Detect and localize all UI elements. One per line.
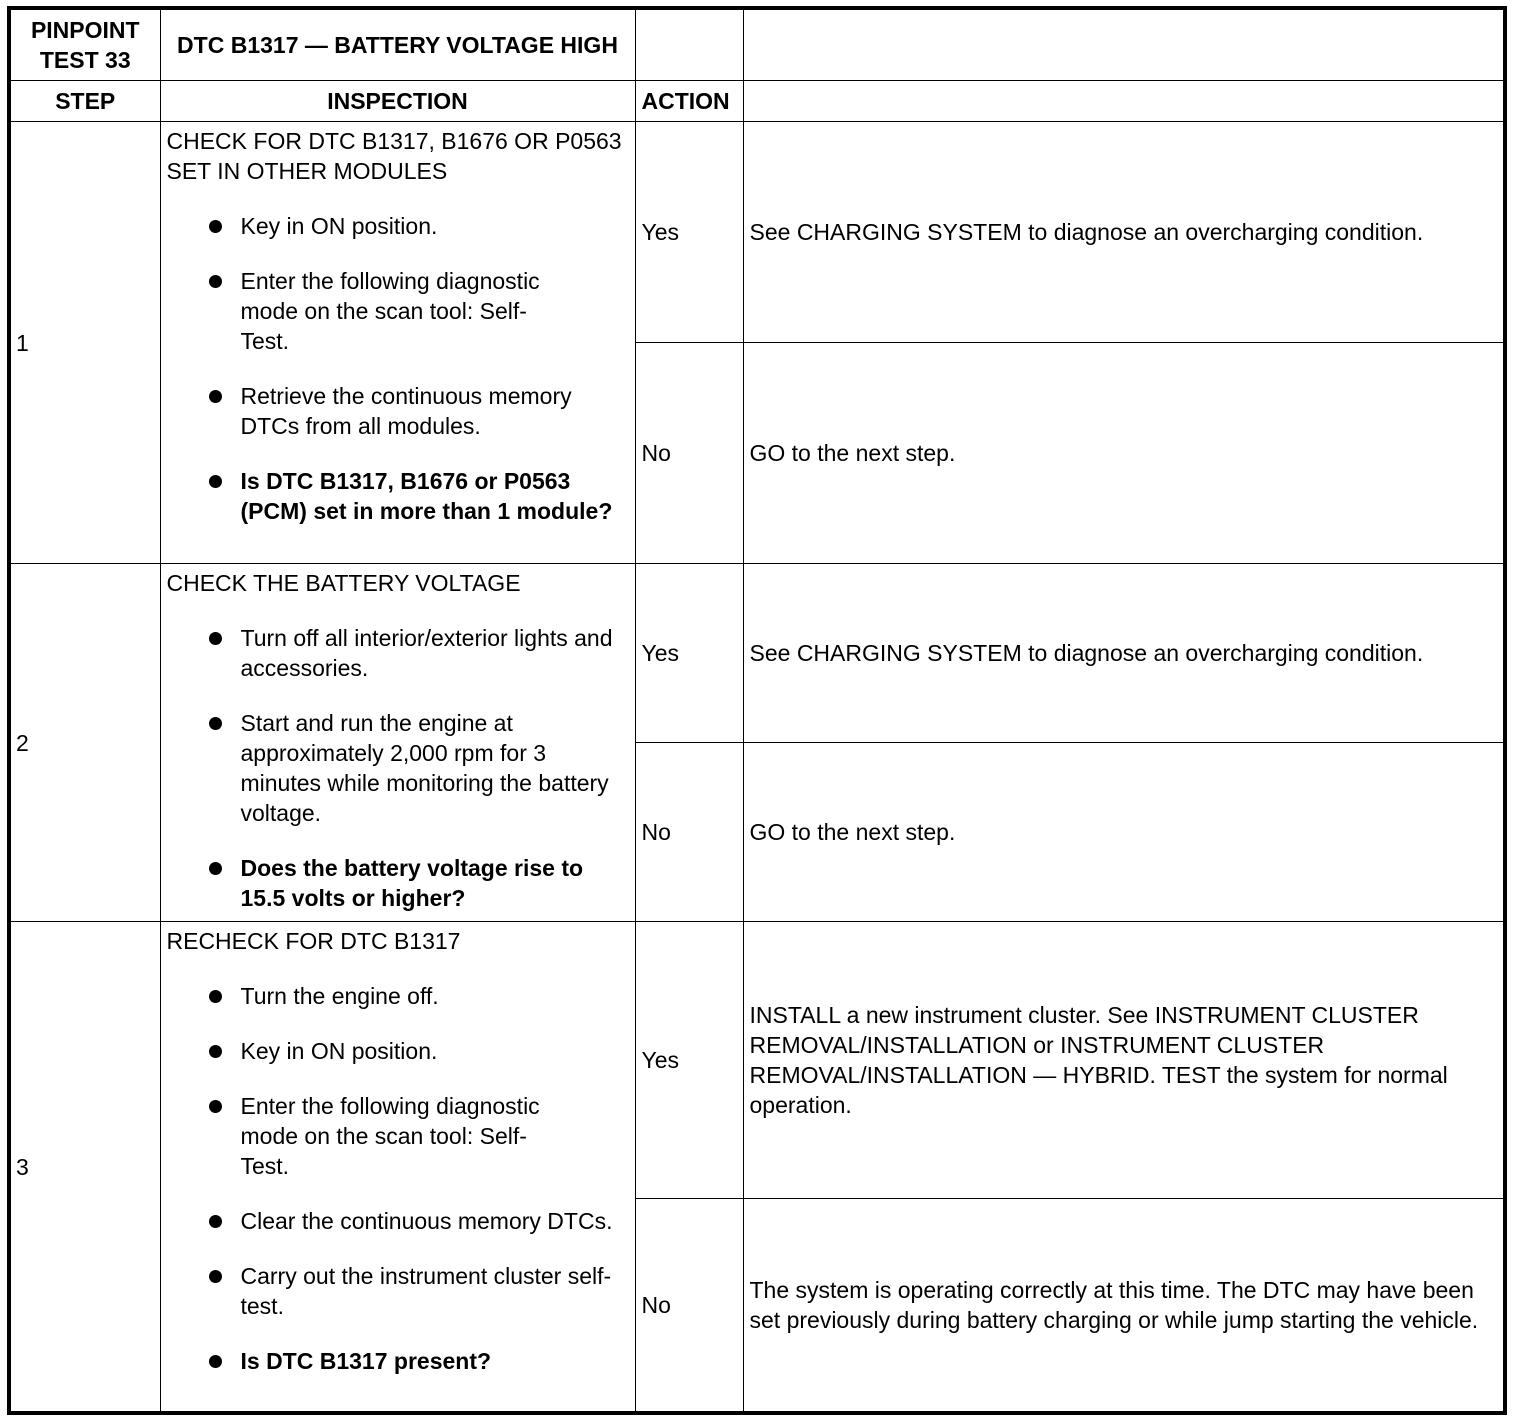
- no-action: GO to the next step.: [743, 343, 1505, 564]
- column-header-action: ACTION: [635, 81, 743, 122]
- test-label: PINPOINT TEST 33: [9, 8, 160, 81]
- bullet-item: Start and run the engine at approximately 2,000 rpm for 3 minutes while monitoring the battery voltage.: [167, 708, 627, 828]
- inspection-bullets: [167, 981, 627, 1376]
- bullet-item: Retrieve the continuous memory DTCs from all modules.: [167, 381, 627, 441]
- step-3-yes-row: [9, 922, 1505, 1199]
- bullet-item: Clear the continuous memory DTCs.: [167, 1206, 627, 1236]
- bullet-item: Enter the following diagnostic mode on the scan tool: Self-Test.: [167, 1091, 627, 1181]
- bullet-question: Does the battery voltage rise to 15.5 volts or higher?: [167, 853, 627, 913]
- title-row: [9, 8, 1505, 81]
- no-label: No: [635, 743, 743, 922]
- empty-header-cell: [743, 8, 1505, 81]
- bullet-item: Key in ON position.: [167, 211, 627, 241]
- bullet-item: Enter the following diagnostic mode on the scan tool: Self-Test.: [167, 266, 627, 356]
- step-number: 3: [9, 922, 160, 1414]
- column-header-step: STEP: [9, 81, 160, 122]
- no-action: The system is operating correctly at this time. The DTC may have been set previously during battery charging or while jump starting the vehicle.: [743, 1199, 1505, 1414]
- bullet-item: Turn the engine off.: [167, 981, 627, 1011]
- bullet-question: Is DTC B1317 present?: [167, 1346, 627, 1376]
- yes-label: Yes: [635, 564, 743, 743]
- no-label: No: [635, 1199, 743, 1414]
- step-3-inspection: [160, 922, 635, 1414]
- no-label: No: [635, 343, 743, 564]
- bullet-item: Turn off all interior/exterior lights and accessories.: [167, 623, 627, 683]
- bullet-item: Key in ON position.: [167, 1036, 627, 1066]
- test-title: DTC B1317 — BATTERY VOLTAGE HIGH: [160, 8, 635, 81]
- inspection-bullets: [167, 623, 627, 913]
- step-1-yes-row: [9, 122, 1505, 343]
- inspection-title: CHECK FOR DTC B1317, B1676 OR P0563 SET IN OTHER MODULES: [166, 128, 622, 184]
- inspection-title: RECHECK FOR DTC B1317: [166, 928, 461, 954]
- yes-label: Yes: [635, 122, 743, 343]
- step-2-inspection: [160, 564, 635, 922]
- step-number: 1: [9, 122, 160, 564]
- step-1-inspection: [160, 122, 635, 564]
- inspection-bullets: [167, 211, 627, 526]
- column-header-inspection: INSPECTION: [160, 81, 635, 122]
- bullet-question: Is DTC B1317, B1676 or P0563 (PCM) set in more than 1 module?: [167, 466, 627, 526]
- yes-label: Yes: [635, 922, 743, 1199]
- yes-action: INSTALL a new instrument cluster. See INSTRUMENT CLUSTER REMOVAL/INSTALLATION or INSTRUMENT CLUSTER REMOVAL/INSTALLATION — HYBRID. TEST the system for normal operation.: [743, 922, 1505, 1199]
- no-action: GO to the next step.: [743, 743, 1505, 922]
- step-number: 2: [9, 564, 160, 922]
- empty-header-cell: [635, 8, 743, 81]
- bullet-item: Carry out the instrument cluster self-test.: [167, 1261, 627, 1321]
- empty-header-cell: [743, 81, 1505, 122]
- column-header-row: [9, 81, 1505, 122]
- pinpoint-test-table: [7, 6, 1507, 1415]
- inspection-title: CHECK THE BATTERY VOLTAGE: [166, 570, 521, 596]
- yes-action: See CHARGING SYSTEM to diagnose an overcharging condition.: [743, 122, 1505, 343]
- yes-action: See CHARGING SYSTEM to diagnose an overcharging condition.: [743, 564, 1505, 743]
- step-2-yes-row: [9, 564, 1505, 743]
